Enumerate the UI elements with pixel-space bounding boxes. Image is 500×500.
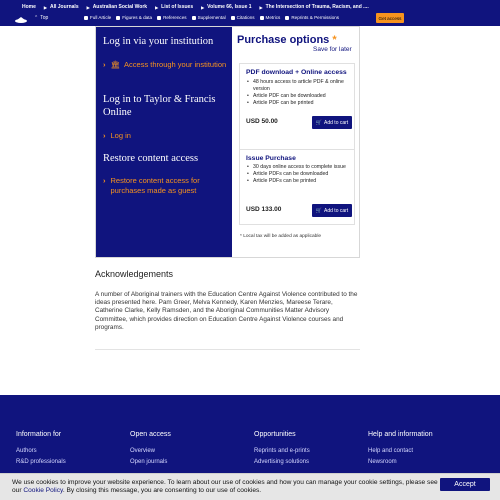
- option-feature: • Article PDF can be printed: [246, 100, 348, 107]
- breadcrumb-label: Volume 66, Issue 1: [207, 4, 252, 10]
- option-title: PDF download + Online access: [246, 69, 347, 76]
- section-divider: [95, 349, 360, 350]
- cart-icon: 🛒: [315, 119, 323, 126]
- triangle-right-icon: ▶: [259, 4, 263, 10]
- tool-label: Full Article: [90, 15, 112, 20]
- option-features: [246, 79, 348, 107]
- footer-column-information: [16, 431, 66, 468]
- breadcrumb-home[interactable]: [22, 4, 36, 10]
- tool-figures-data[interactable]: [116, 15, 152, 20]
- tool-references[interactable]: [157, 15, 187, 20]
- footer-heading: Help and information: [368, 431, 433, 438]
- option-feature: • Article PDFs can be downloaded: [246, 171, 348, 178]
- acknowledgements-heading: Acknowledgements: [95, 269, 174, 279]
- option-features: [246, 164, 348, 185]
- institution-access-label: Access through your institution: [124, 60, 227, 69]
- tool-reprints-permissions[interactable]: [285, 15, 339, 20]
- tool-label: Supplemental: [197, 15, 226, 20]
- breadcrumb-issue[interactable]: [201, 4, 251, 10]
- breadcrumb-label: Australian Social Work: [92, 4, 148, 10]
- restore-access-link[interactable]: [103, 176, 227, 196]
- tool-label: References: [163, 15, 187, 20]
- breadcrumb-label: Home: [22, 4, 36, 10]
- footer-link[interactable]: Overview: [130, 448, 156, 454]
- footer-link[interactable]: Reprints and e-prints: [254, 448, 310, 454]
- breadcrumb-all-journals[interactable]: [44, 4, 79, 10]
- purchase-star: *: [332, 34, 337, 46]
- institution-icon: 🏛: [110, 60, 121, 69]
- footer-link[interactable]: Newsroom: [368, 459, 397, 465]
- tool-full-article[interactable]: [84, 15, 111, 20]
- list-icon: [157, 16, 161, 20]
- add-to-cart-button[interactable]: [312, 116, 352, 129]
- cookie-policy-link[interactable]: Cookie Policy: [23, 487, 63, 494]
- cookie-banner: [0, 473, 500, 500]
- footer-heading: Open access: [130, 431, 171, 438]
- purchase-title-text: Purchase options: [237, 34, 330, 46]
- breadcrumb: [22, 2, 377, 12]
- breadcrumb-journal[interactable]: [87, 4, 147, 10]
- triangle-right-icon: ▶: [43, 4, 47, 10]
- option-title: Issue Purchase: [246, 155, 296, 162]
- cookie-text: . By closing this message, you are consenting to our use of cookies.: [62, 487, 262, 494]
- footer-column-help: [368, 431, 433, 468]
- tf-login-heading: Log in to Taylor & Francis Online: [103, 94, 216, 118]
- tool-supplemental[interactable]: [192, 15, 226, 20]
- printer-icon: [285, 16, 289, 20]
- footer-link[interactable]: R&D professionals: [16, 459, 66, 465]
- publisher-logo[interactable]: [14, 16, 28, 24]
- breadcrumb-label: All Journals: [49, 4, 79, 10]
- triangle-right-icon: ▶: [86, 4, 90, 10]
- option-price: USD 133.00: [246, 206, 282, 213]
- get-access-button[interactable]: Get access: [376, 13, 404, 23]
- add-to-cart-label: Add to cart: [324, 207, 349, 214]
- purchase-title: [237, 34, 337, 46]
- tool-label: Figures & data: [122, 15, 153, 20]
- back-to-top-button[interactable]: [34, 15, 48, 21]
- document-icon: [84, 16, 88, 20]
- footer-link[interactable]: Advertising solutions: [254, 459, 310, 465]
- chevron-right-icon: ›: [103, 60, 106, 69]
- cookie-text: We use cookies to improve your website experience. To learn about our use of cookies and how you can manage your cookie settings, please see our: [12, 479, 438, 494]
- breadcrumb-list-of-issues[interactable]: [155, 4, 193, 10]
- option-feature: • 48 hours access to article PDF & online version: [246, 79, 348, 93]
- login-column: [96, 27, 232, 257]
- option-feature: • Article PDF can be downloaded: [246, 93, 348, 100]
- plus-icon: [192, 16, 196, 20]
- footer-column-open-access: [130, 431, 171, 468]
- breadcrumb-label: List of Issues: [161, 4, 194, 10]
- tool-label: Citations: [236, 15, 255, 20]
- chevron-right-icon: ›: [103, 176, 106, 185]
- institution-login-heading: Log in via your institution: [103, 36, 214, 47]
- triangle-right-icon: ▶: [201, 4, 205, 10]
- breadcrumb-article: [260, 4, 369, 10]
- tf-login-link[interactable]: [103, 131, 131, 141]
- footer-heading: Opportunities: [254, 431, 296, 438]
- footer-link[interactable]: Open journals: [130, 459, 168, 465]
- breadcrumb-label: The Intersection of Trauma, Racism, and ....: [265, 4, 369, 10]
- article-tools: [84, 15, 339, 20]
- bar-chart-icon: [260, 16, 264, 20]
- tool-label: Metrics: [265, 15, 281, 20]
- option-price: USD 50.00: [246, 118, 278, 125]
- add-to-cart-button[interactable]: [312, 204, 352, 217]
- restore-access-label: Restore content access for purchases made as guest: [110, 176, 200, 195]
- tool-label: Reprints & Permissions: [291, 15, 340, 20]
- back-to-top-label: Top: [40, 15, 49, 21]
- image-icon: [116, 16, 120, 20]
- triangle-right-icon: ▶: [155, 4, 159, 10]
- option-feature: • Article PDFs can be printed: [246, 178, 348, 185]
- footer-link[interactable]: Help and contact: [368, 448, 414, 454]
- footer-column-opportunities: [254, 431, 310, 468]
- tf-login-label: Log in: [110, 131, 131, 140]
- footer-heading: Information for: [16, 431, 62, 438]
- save-for-later-link[interactable]: Save for later: [313, 46, 352, 53]
- cart-icon: 🛒: [315, 207, 323, 214]
- option-feature: • 30 days online access to complete issue: [246, 164, 348, 171]
- chevron-up-icon: ⌃: [34, 15, 39, 21]
- access-panel: [95, 26, 360, 258]
- institution-access-link[interactable]: [103, 60, 227, 70]
- tool-citations[interactable]: [231, 15, 255, 20]
- quote-icon: [231, 16, 235, 20]
- cookie-message: [12, 479, 442, 495]
- accept-cookies-button[interactable]: Accept: [440, 478, 490, 491]
- purchase-option-issue: [239, 149, 355, 225]
- tax-note: * Local tax will be added as applicable: [240, 234, 322, 239]
- purchase-column: [232, 27, 360, 257]
- acknowledgements-body: A number of Aboriginal trainers with the Education Centre Against Violence contributed to the ideas presented here. Pam Greer, Melva Kennedy, Karen Menzies, Mareese Terare, Catherine Clarke, Kelly Ramsden, and the Aboriginal Communities Matter Advisory Committee, which provides direction on Education Centre Against Violence courses and programs.: [95, 291, 358, 331]
- chevron-right-icon: ›: [103, 131, 106, 140]
- add-to-cart-label: Add to cart: [324, 119, 349, 126]
- footer-link[interactable]: Authors: [16, 448, 37, 454]
- top-navigation: [0, 0, 500, 26]
- purchase-option-pdf: [239, 63, 355, 161]
- tool-metrics[interactable]: [260, 15, 281, 20]
- restore-heading: Restore content access: [103, 153, 199, 164]
